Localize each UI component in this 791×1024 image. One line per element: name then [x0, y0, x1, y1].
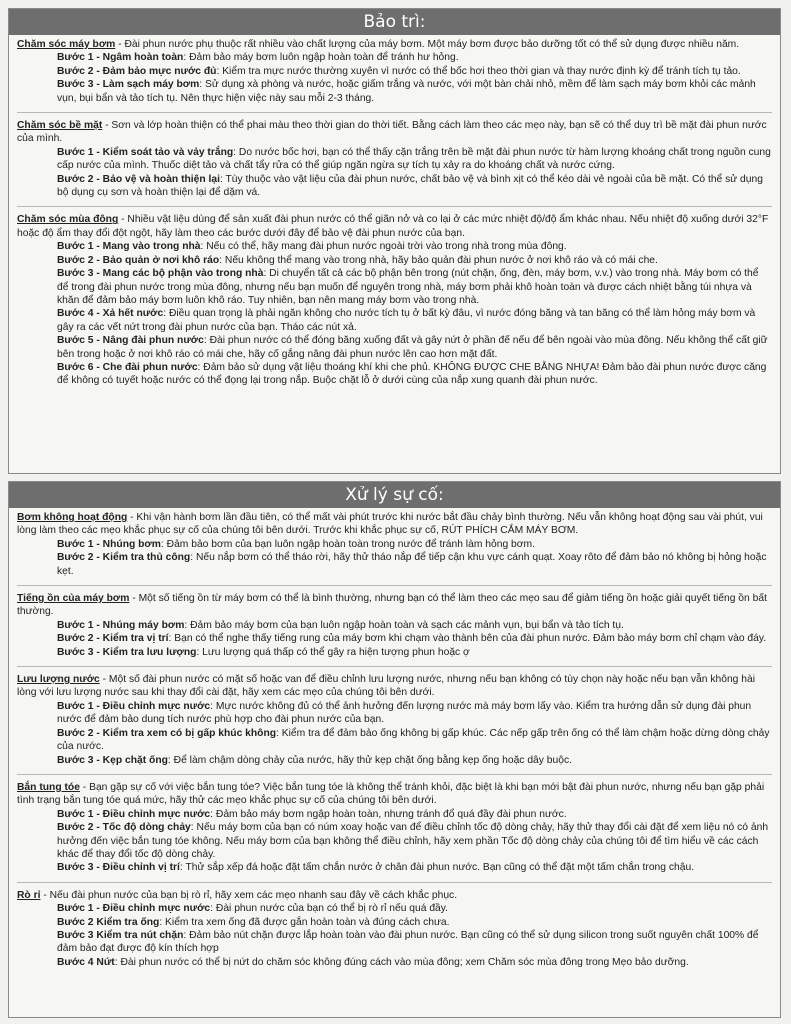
- step-label: Bước 1 - Điều chỉnh mực nước: [57, 903, 211, 915]
- step-item: [17, 65, 772, 78]
- maintenance-header: Bảo trì:: [9, 9, 780, 35]
- step-text: : Để làm chậm dòng chảy của nước, hãy thử kẹp chặt ống bằng kẹp ống hoặc dây buộc.: [167, 754, 572, 766]
- step-label: Bước 2 - Bảo quản ở nơi khô ráo: [57, 254, 220, 266]
- step-label: Bước 1 - Điều chỉnh mực nước: [57, 700, 211, 712]
- section-title: Lưu lượng nước: [17, 674, 100, 686]
- step-text: : Tùy thuộc vào vật liệu của đài phun nước, chất bảo vệ và bình xịt có thể kéo dài vẻ ngoài của bề mặt. Có thể sử dụng bộ dụng cụ sơn và hoàn thiện lại để dặm vá.: [57, 173, 763, 199]
- step-label: Bước 2 - Kiểm tra xem có bị gấp khúc không: [57, 727, 277, 739]
- step-item: [17, 173, 772, 200]
- step-item: [17, 929, 772, 956]
- section-intro: [17, 38, 772, 51]
- step-label: Bước 3 - Kiểm tra lưu lượng: [57, 646, 197, 658]
- step-item: [17, 254, 772, 267]
- step-item: [17, 361, 772, 388]
- step-label: Bước 1 - Nhúng bơm: [57, 538, 161, 550]
- splashing-section: [17, 781, 772, 875]
- step-item: [17, 956, 772, 969]
- step-item: [17, 619, 772, 632]
- section-intro-text: - Bạn gặp sự cố với việc bắn tung tóe? Việc bắn tung tóe là không thể tránh khỏi, đặc biệt là khi bạn mới bật đài phun nước, nhưng nếu bạn gặp phải tình trạng bắn tung tóe quá mức, hãy thử các mẹo khắc phục sự cố của chúng tôi bên dưới.: [17, 781, 765, 807]
- step-text: : Mực nước không đủ có thể ảnh hưởng đến lượng nước mà máy bơm lấy vào. Kiểm tra hướng dẫn sử dụng đài phun nước để đảm bảo dung tích nước phù hợp cho đài phun nước của bạn.: [57, 700, 752, 726]
- step-item: [17, 727, 772, 754]
- section-divider: [17, 112, 772, 113]
- step-label: Bước 1 - Mang vào trong nhà: [57, 241, 201, 253]
- step-label: Bước 3 Kiểm tra nút chặn: [57, 929, 184, 941]
- section-title: Bắn tung tóe: [17, 781, 80, 793]
- section-intro-text: - Một số đài phun nước có mặt số hoặc van để điều chỉnh lưu lượng nước, nhưng nếu bạn không có tùy chọn này hoặc nếu bạn vẫn không hài lòng với lưu lượng nước sau khi thay đổi cài đặt, hãy xem các mẹo của chúng tôi bên dưới.: [17, 674, 756, 699]
- step-text: : Di chuyển tất cả các bộ phận bên trong (nút chặn, ống, đèn, máy bơm, v.v.) vào trong nhà. Máy bơm có thể để trong đài phun nước trong mùa đông, nhưng nếu bạn muốn để nguyên trong nhà, máy bơm phải khô hoàn toàn và được cách nhiệt bằng túi nhựa và khăn để đảm bảo máy bơm luôn khô ráo. Tuy nhiên, bạn nên mang máy bơm vào trong nhà.: [57, 268, 759, 306]
- section-intro: [17, 119, 772, 146]
- step-item: [17, 861, 772, 874]
- step-text: : Đảm bảo bơm của bạn luôn ngập hoàn toàn trong nước để tránh làm hỏng bơm.: [160, 538, 535, 550]
- section-intro-text: - Một số tiếng ồn từ máy bơm có thể là bình thường, nhưng bạn có thể làm theo các mẹo sau để giảm tiếng ồn hoặc giải quyết tiếng ồn bất thường.: [17, 593, 767, 618]
- section-intro-text: - Nhiều vật liệu dùng để sản xuất đài phun nước có thể giãn nở và co lại ở các mức nhiệt độ/độ ẩm khác nhau. Nếu nhiệt độ xuống dưới 32°F hoặc độ ẩm thay đổi đột ngột, hãy làm theo các bước dưới đây để bảo vệ đài phun nước của bạn.: [17, 214, 769, 239]
- section-intro: [17, 592, 772, 619]
- step-text: : Nếu máy bơm của bạn có núm xoay hoặc van để điều chỉnh tốc độ dòng chảy, hãy thử thay đổi cài đặt để xem liệu nó có ảnh hưởng đến việc bắn tung tóe không. Nếu máy bơm của bạn không thể điều chỉnh, hãy xem phần Tốc độ dòng chảy của chúng tôi để tìm hiểu về các cách khác để thay đổi tốc độ dòng chảy.: [57, 822, 769, 860]
- step-text: : Đài phun nước có thể bị nứt do chăm sóc không đúng cách vào mùa đông; xem Chăm sóc mùa đông trong Mẹo bảo dưỡng.: [114, 956, 689, 968]
- step-label: Bước 2 - Đảm bảo mực nước đủ: [57, 65, 217, 77]
- step-item: [17, 307, 772, 334]
- step-item: [17, 916, 772, 929]
- step-text: : Nếu không thể mang vào trong nhà, hãy bảo quản đài phun nước ở nơi khô ráo và có mái che.: [219, 254, 658, 266]
- step-item: [17, 700, 772, 727]
- step-text: : Điều quan trọng là phải ngăn không cho nước tích tụ ở bất kỳ đâu, vì nước đóng băng và tan băng có thể làm hỏng máy bơm và gây ra các vết nứt trong đài phun nước của bạn. Tháo các nút xả.: [57, 308, 756, 333]
- step-item: [17, 146, 772, 173]
- step-label: Bước 3 - Kẹp chặt ống: [57, 754, 168, 766]
- section-intro: [17, 511, 772, 538]
- maintenance-body: [9, 35, 780, 388]
- section-title: Chăm sóc mùa đông: [17, 214, 119, 226]
- section-intro-text: - Khi vận hành bơm lần đầu tiên, có thể mất vài phút trước khi nước bắt đầu chảy bình thường. Nếu vẫn không hoạt động sau vài phút, vui lòng làm theo các mẹo khắc phục sự cố của chúng tôi bên dưới. Trước khi khắc phục sự cố, RÚT PHÍCH CẮM MÁY BƠM.: [17, 512, 763, 537]
- section-intro-text: - Nếu đài phun nước của bạn bị rò rỉ, hãy xem các mẹo nhanh sau đây về cách khắc phục.: [40, 889, 458, 901]
- step-text: : Kiểm tra để đảm bảo ống không bị gấp khúc. Các nếp gấp trên ống có thể làm chậm hoặc dừng dòng chảy của nước.: [57, 727, 770, 753]
- step-text: : Do nước bốc hơi, bạn có thể thấy cặn trắng trên bề mặt đài phun nước từ hàm lượng khoáng chất trong nguồn cung cấp nước của mình. Thuốc diệt tảo và chất tẩy rửa có thể giúp ngăn ngừa sự tích tụ xảy ra do khoáng chất và nước cứng.: [57, 146, 771, 172]
- step-text: : Đài phun nước có thể đóng băng xuống đất và gây nứt ở phần đế nếu để bên ngoài vào mùa đông. Nếu không thể cất giữ bên trong hoặc ở nơi khô ráo có mái che, hãy cố gắng nâng đài phun nước lên cao hơn mặt đất.: [57, 335, 768, 360]
- section-title: Tiếng ồn của máy bơm: [17, 593, 130, 605]
- step-item: [17, 551, 772, 578]
- step-text: : Đảm bảo máy bơm luôn ngập hoàn toàn để tránh hư hỏng.: [183, 52, 459, 64]
- step-label: Bước 5 - Nâng đài phun nước: [57, 335, 204, 347]
- section-title: Bơm không hoạt động: [17, 512, 128, 523]
- step-text: : Đài phun nước của bạn có thể bị rò rỉ nếu quá đầy.: [210, 903, 449, 915]
- step-label: Bước 1 - Kiểm soát tảo và vảy trắng: [57, 146, 234, 158]
- step-label: Bước 1 - Ngâm hoàn toàn: [57, 52, 184, 64]
- step-item: [17, 821, 772, 861]
- troubleshooting-body: [9, 508, 780, 969]
- section-intro-text: - Sơn và lớp hoàn thiện có thể phai màu theo thời gian do thời tiết. Bằng cách làm theo các mẹo này, bạn sẽ có thể duy trì bề mặt đài phun nước của mình.: [17, 120, 767, 145]
- step-text: : Đảm bảo máy bơm của bạn luôn ngập hoàn toàn và sạch các mảnh vụn, bụi bẩn và tảo tích tụ.: [184, 619, 624, 631]
- step-label: Bước 3 - Làm sạch máy bơm: [57, 79, 200, 91]
- step-item: [17, 51, 772, 64]
- winter-care-section: [17, 213, 772, 387]
- step-item: [17, 334, 772, 361]
- step-item: [17, 538, 772, 551]
- step-item: [17, 78, 772, 105]
- step-text: : Thử sắp xếp đá hoặc đặt tấm chắn nước ở chân đài phun nước. Bạn cũng có thể đặt một tấm chắn trong chậu.: [179, 862, 695, 874]
- step-item: [17, 267, 772, 307]
- step-item: [17, 808, 772, 821]
- step-label: Bước 1 - Nhúng máy bơm: [57, 619, 185, 631]
- section-title: Chăm sóc bề mặt: [17, 120, 103, 132]
- step-label: Bước 3 - Mang các bộ phận vào trong nhà: [57, 268, 264, 280]
- troubleshooting-panel: [8, 481, 781, 1018]
- troubleshooting-header: Xử lý sự cố:: [9, 482, 780, 508]
- water-flow-section: [17, 673, 772, 767]
- step-text: : Đảm bảo sử dụng vật liệu thoáng khí khi che phủ. KHÔNG ĐƯỢC CHE BẰNG NHỰA! Đảm bảo đài phun nước được căng để không có tuyết hoặc nước có thể đọng lại trong nắp. Buộc chặt lỗ ở dưới cùng của nắp xung quanh đài phun nước.: [57, 361, 767, 387]
- section-divider: [17, 774, 772, 775]
- step-text: : Nếu nắp bơm có thể tháo rời, hãy thử tháo nắp để tiếp cận khu vực cánh quạt. Xoay rôto để đảm bảo nó không bị hỏng hoặc kẹt.: [57, 552, 767, 577]
- pump-care-section: [17, 38, 772, 105]
- section-title: Rò rỉ: [17, 889, 41, 901]
- section-intro-text: - Đài phun nước phụ thuộc rất nhiều vào chất lượng của máy bơm. Một máy bơm được bảo dưỡng tốt có thể sử dụng được nhiều năm.: [115, 39, 740, 50]
- section-divider: [17, 206, 772, 207]
- step-label: Bước 2 - Tốc độ dòng chảy: [57, 822, 191, 834]
- step-item: [17, 240, 772, 253]
- step-text: : Kiểm tra mực nước thường xuyên vì nước có thể bốc hơi theo thời gian và thay nước định kỳ để tránh tích tụ tảo.: [216, 65, 741, 77]
- section-title: Chăm sóc máy bơm: [17, 39, 116, 50]
- section-intro: [17, 781, 772, 808]
- step-label: Bước 1 - Điều chỉnh mực nước: [57, 808, 211, 820]
- step-label: Bước 2 Kiểm tra ống: [57, 916, 160, 928]
- step-label: Bước 3 - Điều chỉnh vị trí: [57, 862, 180, 874]
- step-label: Bước 4 Nứt: [57, 956, 115, 968]
- step-item: [17, 902, 772, 915]
- section-divider: [17, 666, 772, 667]
- section-divider: [17, 585, 772, 586]
- pump-noise-section: [17, 592, 772, 659]
- step-text: : Đảm bảo nút chặn được lắp hoàn toàn vào đài phun nước. Bạn cũng có thể sử dụng silicon trong suốt nguyên chất 100% để đảm bảo đạt được độ kín thích hợp: [57, 929, 759, 955]
- step-item: [17, 646, 772, 659]
- surface-care-section: [17, 119, 772, 199]
- section-divider: [17, 882, 772, 883]
- step-label: Bước 2 - Kiểm tra thủ công: [57, 552, 191, 564]
- step-text: : Đảm bảo máy bơm ngập hoàn toàn, nhưng tránh đổ quá đầy đài phun nước.: [210, 808, 567, 820]
- pump-not-working-section: [17, 511, 772, 578]
- step-label: Bước 2 - Bảo vệ và hoàn thiện lại: [57, 173, 220, 185]
- step-text: : Sử dụng xà phòng và nước, hoặc giấm trắng và nước, với một bàn chải nhỏ, mềm để làm sạch máy bơm khỏi các mảnh vụn, bụi bẩn và tảo tích tụ. Nên thực hiện việc này sau mỗi 2-3 tháng.: [57, 79, 756, 104]
- step-text: : Bạn có thể nghe thấy tiếng rung của máy bơm khi chạm vào thành bên của đài phun nước. Đảm bảo máy bơm chỉ chạm vào đáy.: [168, 633, 767, 645]
- leak-section: [17, 889, 772, 969]
- step-item: [17, 754, 772, 767]
- step-text: : Kiểm tra xem ống đã được gắn hoàn toàn và đúng cách chưa.: [159, 916, 450, 928]
- section-intro: [17, 673, 772, 700]
- step-label: Bước 4 - Xả hết nước: [57, 308, 164, 320]
- step-item: [17, 632, 772, 645]
- section-intro: [17, 213, 772, 240]
- maintenance-panel: [8, 8, 781, 474]
- step-text: : Lưu lượng quá thấp có thể gây ra hiện tượng phun hoặc ợ: [196, 646, 470, 658]
- step-text: : Nếu có thể, hãy mang đài phun nước ngoài trời vào trong nhà trong mùa đông.: [200, 241, 567, 253]
- step-label: Bước 2 - Kiểm tra vị trí: [57, 633, 169, 645]
- step-label: Bước 6 - Che đài phun nước: [57, 361, 198, 373]
- section-intro: [17, 889, 772, 902]
